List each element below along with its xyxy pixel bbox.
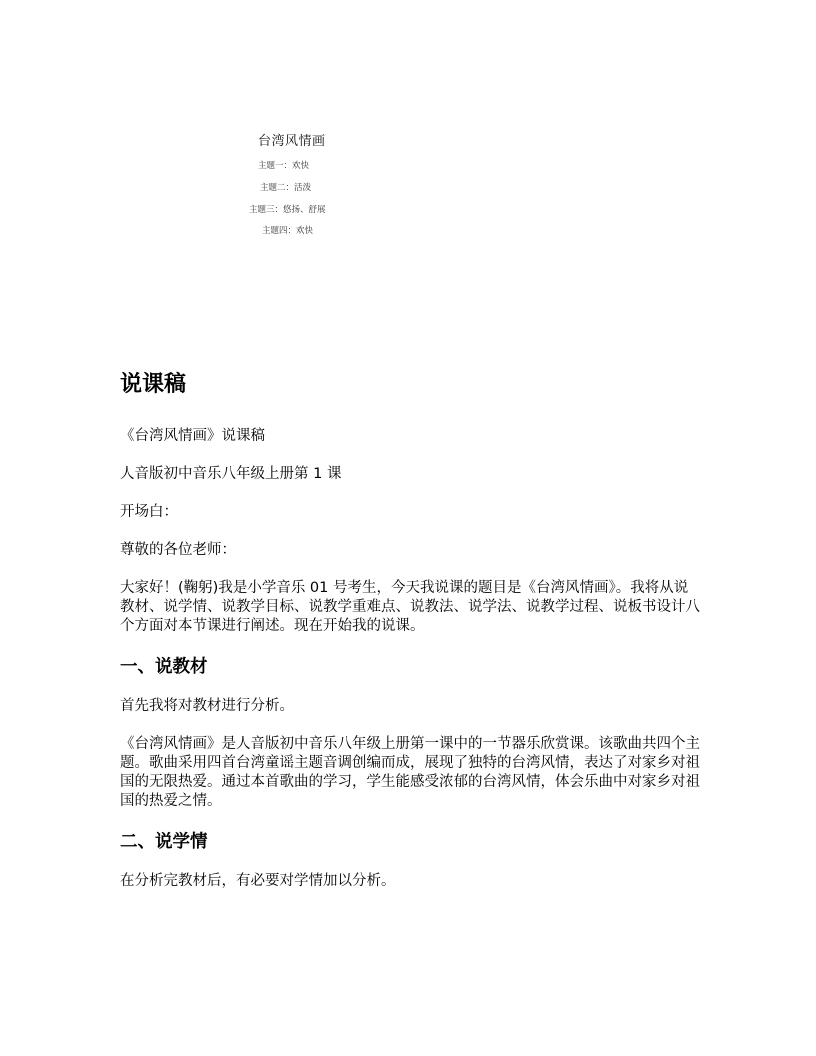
figure-theme-3: 主题三：悠扬、舒展: [249, 205, 326, 215]
greeting: 尊敬的各位老师：: [120, 542, 236, 558]
document-body: [120, 368, 700, 910]
course-info: 人音版初中音乐八年级上册第 1 课: [120, 466, 342, 482]
section-heading-students: 二、说学情: [120, 832, 208, 852]
materials-paragraph-1: 首先我将对教材进行分析。: [120, 698, 294, 714]
section-heading-materials: 一、说教材: [120, 657, 208, 677]
students-paragraph-1: 在分析完教材后，有必要对学情加以分析。: [120, 873, 396, 889]
figure-theme-1: 主题一：欢快: [258, 161, 310, 171]
figure-theme-4: 主题四：欢快: [262, 226, 314, 236]
document-subtitle: 《台湾风情画》说课稿: [120, 428, 265, 444]
figure-title: 台湾风情画: [258, 134, 326, 149]
score-snippet-image: [246, 128, 342, 240]
opening-label: 开场白：: [120, 504, 178, 520]
figure-theme-2: 主题二：活泼: [260, 183, 312, 193]
document-heading: 说课稿: [120, 372, 187, 397]
intro-paragraph: 大家好！(鞠躬)我是小学音乐 01 号考生，今天我说课的题目是《台湾风情画》。我将从说教材、说学情、说教学目标、说教学重难点、说教法、说学法、说教学过程、说板书设计八个方面对本节课进行阐述。现在开始我的说课。: [120, 580, 700, 634]
materials-paragraph-2: 《台湾风情画》是人音版初中音乐八年级上册第一课中的一节器乐欣赏课。该歌曲共四个主题。歌曲采用四首台湾童谣主题音调创编而成，展现了独特的台湾风情，表达了对家乡对祖国的无限热爱。通过本首歌曲的学习，学生能感受浓郁的台湾风情，体会乐曲中对家乡对祖国的热爱之情。: [120, 736, 700, 809]
